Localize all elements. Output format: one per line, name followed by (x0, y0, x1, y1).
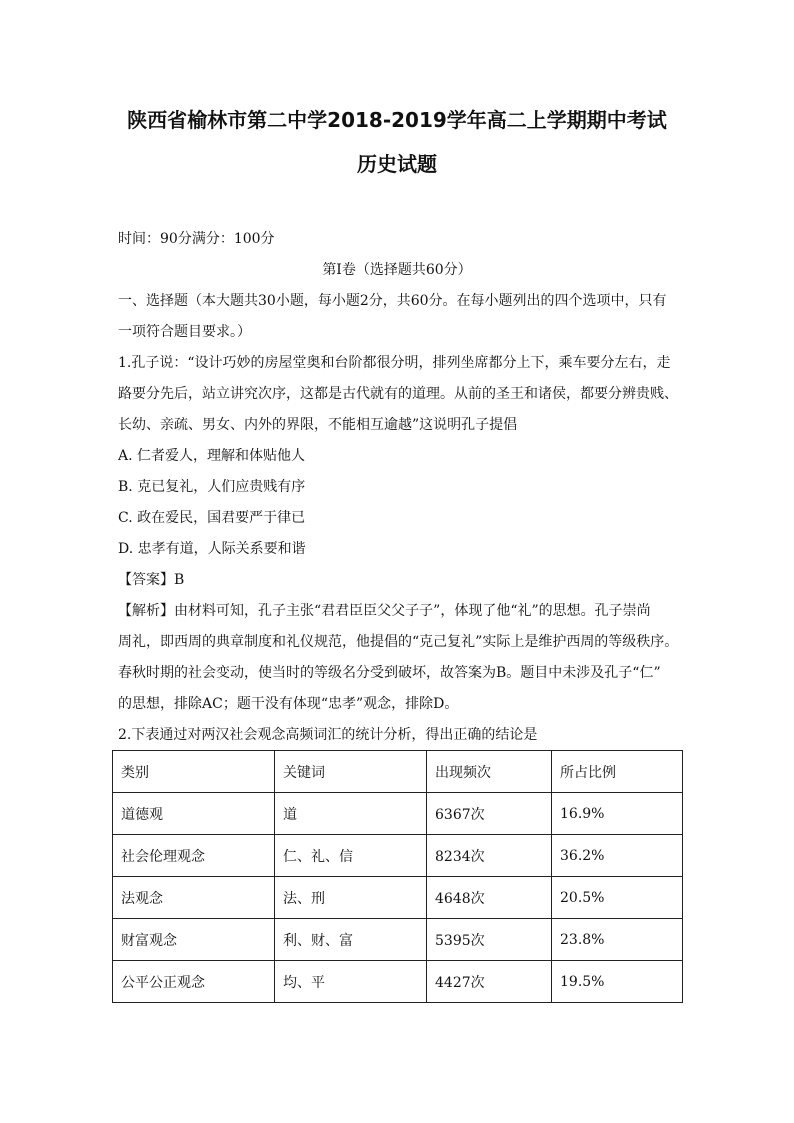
section-heading: 第Ⅰ卷（选择题共60分） (322, 262, 472, 278)
q1-option-b: B. 克已复礼，人们应贵贱有序 (118, 479, 306, 495)
table-cell: 19.5% (552, 961, 683, 1003)
table-header-cell: 类别 (113, 751, 275, 793)
table-cell: 社会伦理观念 (113, 835, 275, 877)
q1-analysis-line-1: 【解析】由材料可知，孔子主张“君君臣臣父父子子”，体现了他“礼”的思想。孔子崇尚 (118, 603, 651, 619)
table-cell: 36.2% (552, 835, 683, 877)
table-cell: 公平公正观念 (113, 961, 275, 1003)
table-cell: 道德观 (113, 793, 275, 835)
q1-stem-line-2: 路要分先后，站立讲究次序，这都是古代就有的道理。从前的圣王和诸侯，都要分辨贵贱、 (118, 386, 678, 402)
q1-analysis-line-4: 的思想，排除AC；题干没有体现“忠孝”观念，排除D。 (118, 696, 459, 712)
table-cell: 23.8% (552, 919, 683, 961)
table-header-cell: 出现频次 (427, 751, 552, 793)
table-cell: 6367次 (427, 793, 552, 835)
q1-stem-line-1: 1.孔子说：“设计巧妙的房屋堂奥和台阶都很分明，排列坐席都分上下，乘车要分左右，走 (118, 355, 671, 371)
table-cell: 法、刑 (275, 877, 427, 919)
q1-analysis-line-2: 周礼，即西周的典章制度和礼仪规范，他提倡的“克己复礼”实际上是维护西周的等级秩序。 (118, 634, 679, 650)
table-row (113, 793, 683, 835)
q1-answer: 【答案】B (118, 572, 185, 588)
q1-stem-line-3: 长幼、亲疏、男女、内外的界限，不能相互逾越”这说明孔子提倡 (118, 417, 518, 433)
table-cell: 4648次 (427, 877, 552, 919)
document-title: 陕西省榆林市第二中学2018-2019学年高二上学期期中考试 (127, 108, 667, 132)
table-cell: 仁、礼、信 (275, 835, 427, 877)
q1-option-c: C. 政在爱民，国君要严于律已 (118, 510, 306, 526)
table-cell: 道 (275, 793, 427, 835)
table-header-cell: 所占比例 (552, 751, 683, 793)
table-row (113, 877, 683, 919)
table-cell: 8234次 (427, 835, 552, 877)
table-header-cell: 关键词 (275, 751, 427, 793)
instructions-line-2: 一项符合题目要求。） (118, 324, 251, 340)
table-row (113, 919, 683, 961)
table-cell: 均、平 (275, 961, 427, 1003)
table-cell: 5395次 (427, 919, 552, 961)
table-cell: 财富观念 (113, 919, 275, 961)
document-subtitle: 历史试题 (357, 152, 437, 176)
time-score-line: 时间：90分满分：100分 (118, 231, 275, 247)
q1-option-a: A. 仁者爱人，理解和体贴他人 (118, 448, 306, 464)
table-row (113, 835, 683, 877)
table-cell: 16.9% (552, 793, 683, 835)
q1-option-d: D. 忠孝有道，人际关系要和谐 (118, 541, 306, 557)
table-cell: 利、财、富 (275, 919, 427, 961)
q2-stem: 2.下表通过对两汉社会观念高频词汇的统计分析，得出正确的结论是 (118, 727, 538, 743)
table-cell: 法观念 (113, 877, 275, 919)
instructions-line-1: 一、选择题（本大题共30小题，每小题2分，共60分。在每小题列出的四个选项中，只有 (118, 293, 667, 309)
table-row (113, 961, 683, 1003)
keyword-stats-table (112, 750, 683, 1003)
table-header-row (113, 751, 683, 793)
q1-analysis-line-3: 春秋时期的社会变动，使当时的等级名分受到破坏，故答案为B。题目中未涉及孔子“仁” (118, 665, 661, 681)
table-cell: 20.5% (552, 877, 683, 919)
table-cell: 4427次 (427, 961, 552, 1003)
